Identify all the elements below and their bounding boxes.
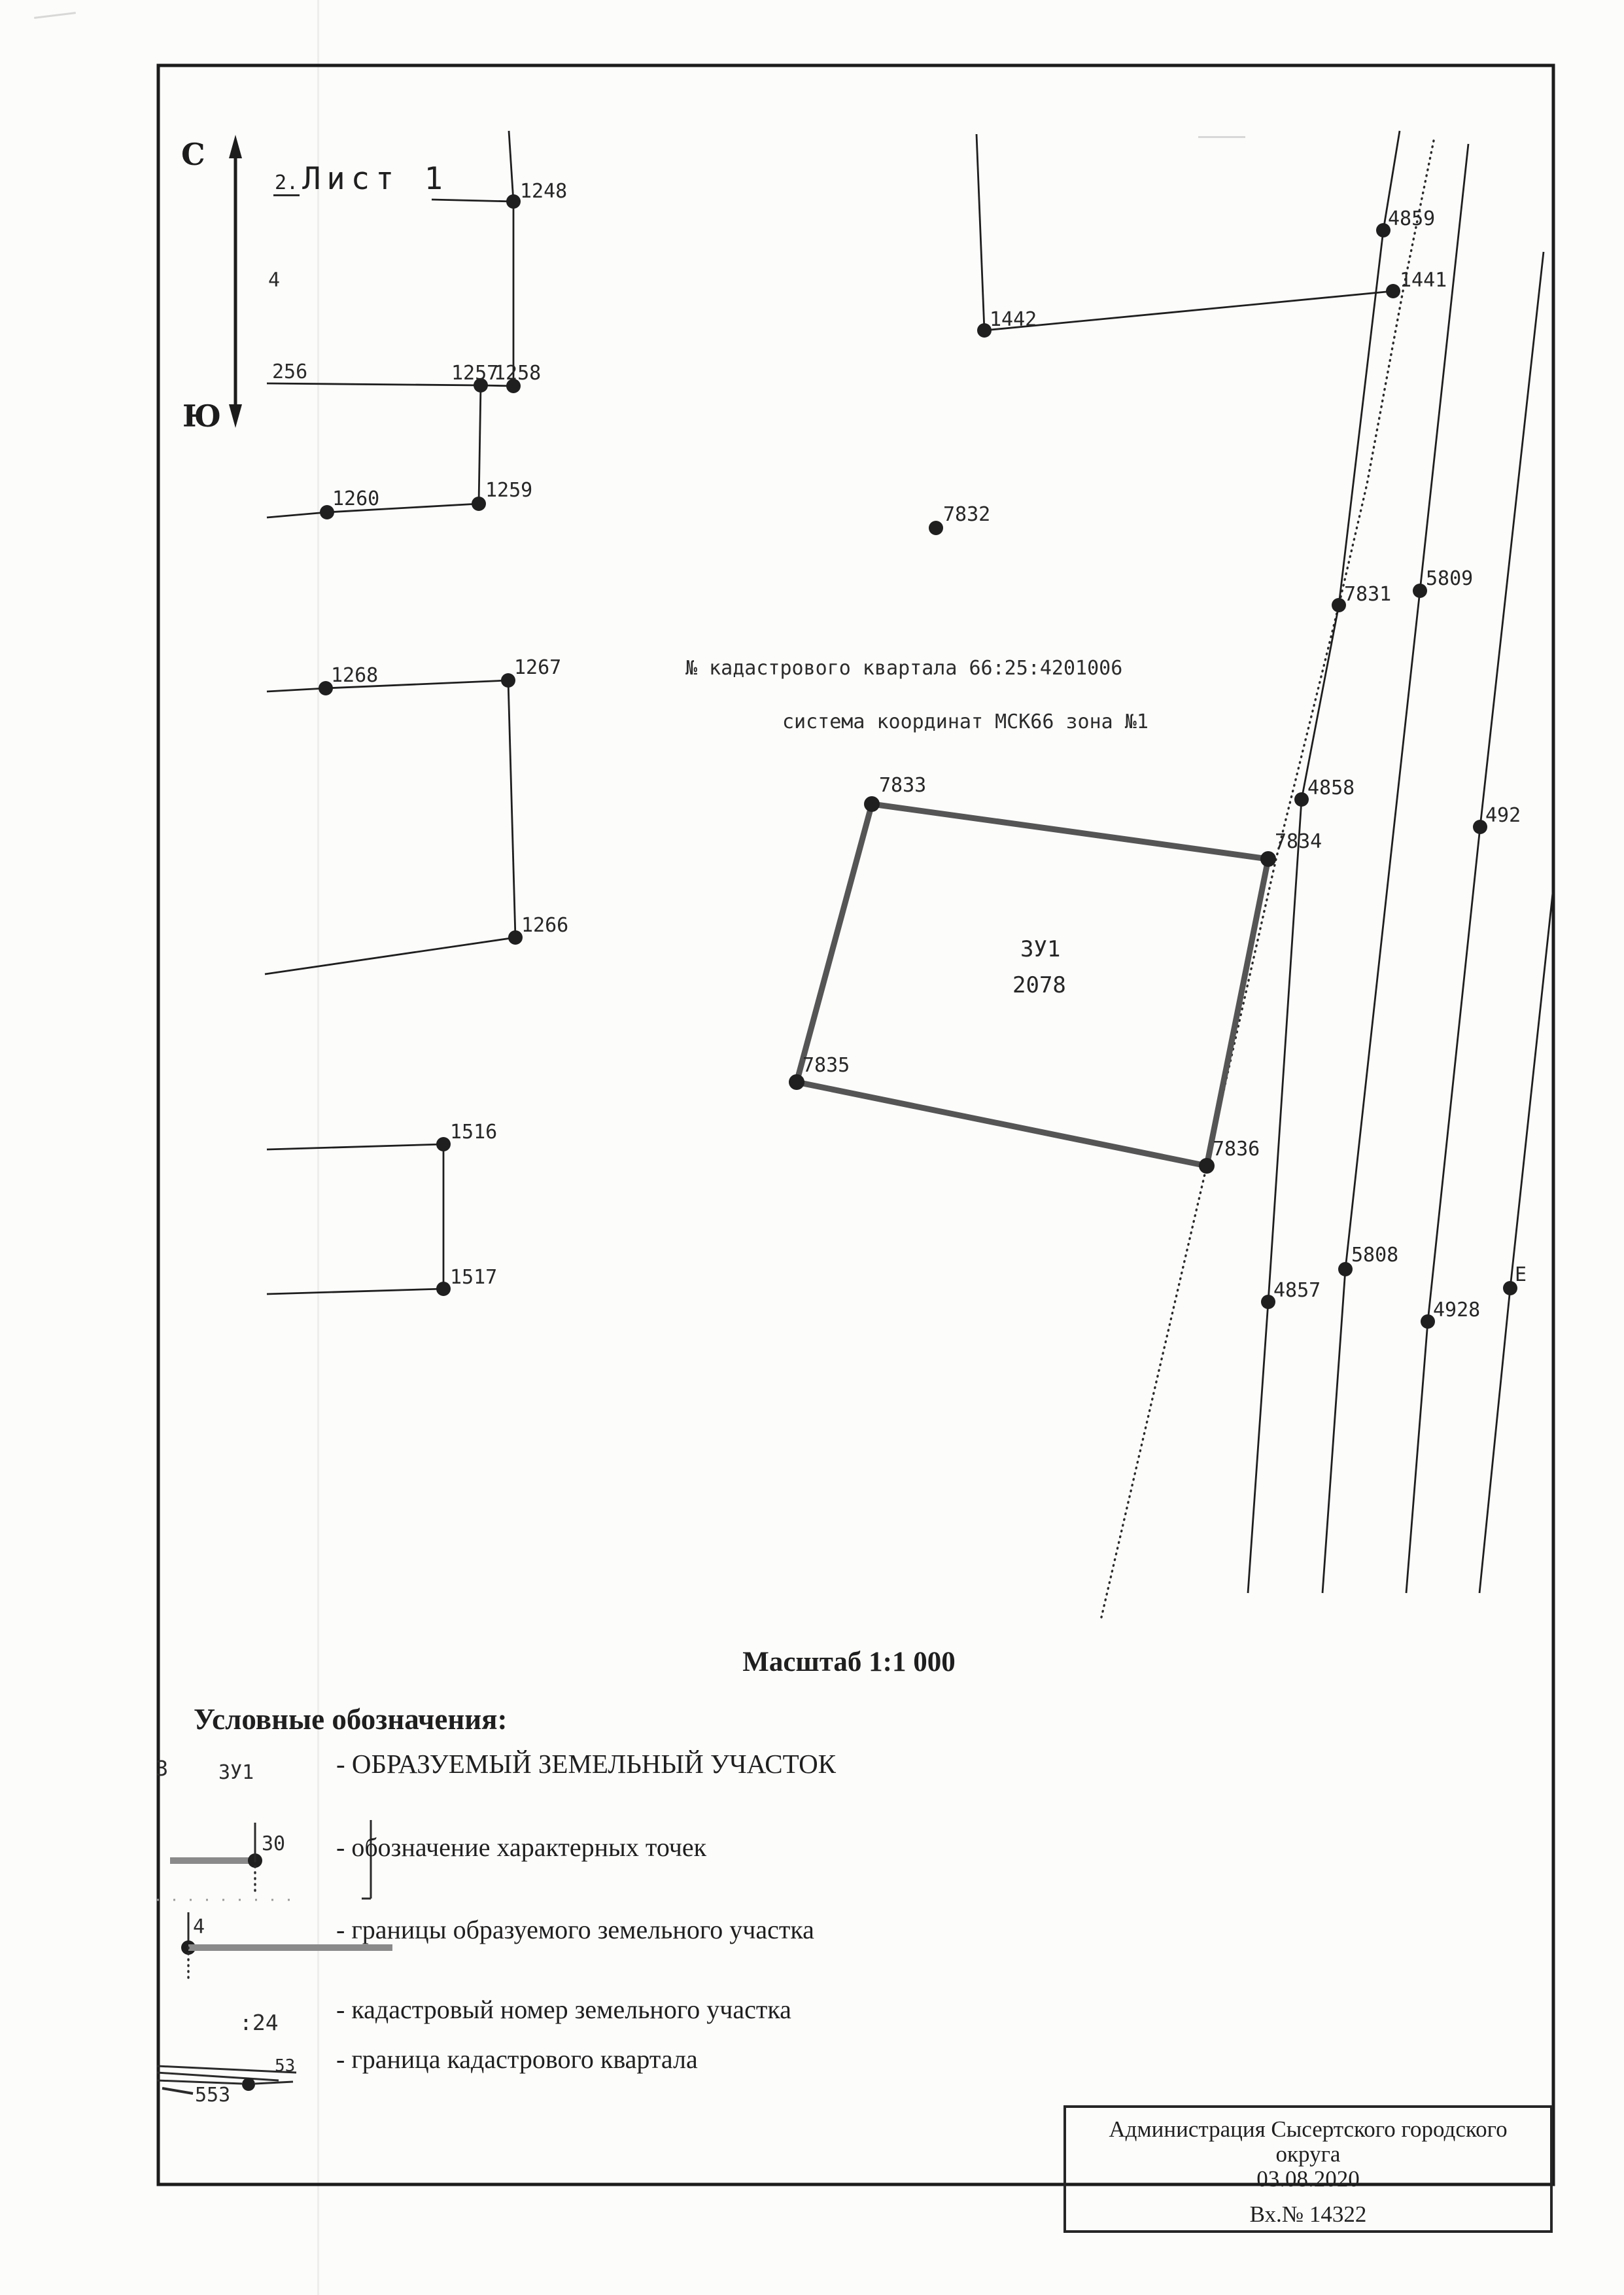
survey-point-label-5808: 5808 <box>1351 1244 1399 1267</box>
stamp-incoming-number: Вх.№ 14322 <box>1249 2201 1367 2227</box>
map-line-boundary-1517-west <box>267 1289 443 1294</box>
survey-point-label-1268: 1268 <box>331 664 379 687</box>
survey-point-1248 <box>506 194 521 209</box>
legend-item-parcel: - ОБРАЗУЕМЫЙ ЗЕМЕЛЬНЫЙ УЧАСТОК <box>336 1749 837 1779</box>
survey-point-label-4857: 4857 <box>1273 1279 1321 1302</box>
survey-point-label-4859: 4859 <box>1388 207 1436 230</box>
map-line-boundary-1260-west <box>267 512 327 517</box>
survey-point-1516 <box>436 1137 451 1151</box>
survey-point-label-1517: 1517 <box>450 1266 498 1289</box>
map-line-boundary-1267-1266 <box>508 680 515 937</box>
legend-quarter-line <box>255 2082 293 2084</box>
parcel-zu1 <box>789 774 1322 1174</box>
sheet-title: Лист 1 <box>302 161 449 197</box>
free-label-4: 4 <box>268 269 281 292</box>
map-line-boundary-256 <box>267 383 481 385</box>
survey-point-1266 <box>508 930 523 945</box>
map-line-boundary-1248-north <box>509 131 513 201</box>
stamp-date: 03.08.2020 <box>1256 2166 1360 2192</box>
north-label: С <box>181 137 205 172</box>
map-line-boundary-1516-west <box>267 1144 443 1149</box>
survey-point-4858 <box>1294 792 1309 807</box>
south-label: Ю <box>182 398 222 434</box>
legend-parcel-symbol-prefix: 3 <box>156 1756 169 1781</box>
map-line-boundary-1442-1441 <box>984 291 1393 330</box>
scale-text: Масштаб 1:1 000 <box>742 1647 956 1677</box>
legend-item-quarter-boundary: - граница кадастрового квартала <box>336 2044 698 2074</box>
survey-point-label-1266: 1266 <box>521 914 569 937</box>
legend-sample-number: 53 <box>275 2056 296 2076</box>
legend-cadastral-number-sample: :24 <box>239 2010 279 2035</box>
survey-point-label-1442: 1442 <box>990 308 1037 331</box>
parcel-vertex-label-7834: 7834 <box>1275 830 1322 853</box>
survey-point-1267 <box>501 673 515 688</box>
free-labels <box>268 269 307 383</box>
legend-item-boundaries: - границы образуемого земельного участка <box>336 1915 814 1944</box>
survey-point-label-492: 492 <box>1485 804 1521 827</box>
parcel-vertex-label-7833: 7833 <box>879 774 927 797</box>
survey-point-label-4858: 4858 <box>1307 777 1355 799</box>
parcel-area-number: 2078 <box>1012 972 1066 998</box>
parcel-vertex-7834 <box>1260 851 1276 867</box>
survey-point-label-1516: 1516 <box>450 1121 498 1144</box>
survey-point-label-1441: 1441 <box>1400 269 1447 292</box>
survey-point-label-5809: 5809 <box>1426 567 1474 590</box>
parcel-vertex-label-7835: 7835 <box>803 1054 850 1077</box>
legend-parcel-symbol-label: ЗУ1 <box>218 1761 254 1784</box>
survey-point-label-1267: 1267 <box>514 656 562 679</box>
legend-item-cadastral-number: - кадастровый номер земельного участка <box>336 1995 791 2024</box>
stamp-org-line2: округа <box>1275 2141 1341 2167</box>
survey-point-label-1257: 1257 <box>451 362 499 385</box>
legend-point-number: 30 <box>262 1832 286 1855</box>
survey-points <box>319 180 1527 1329</box>
survey-point-7832 <box>929 521 943 535</box>
survey-point-1517 <box>436 1282 451 1296</box>
survey-point-1441 <box>1386 284 1400 298</box>
sheet-number-prefix: 2. <box>273 171 300 196</box>
survey-point-label-Е: Е <box>1515 1263 1527 1286</box>
survey-point-label-1259: 1259 <box>485 479 533 502</box>
sheet-header <box>273 161 449 197</box>
survey-point-label-7832: 7832 <box>943 503 991 526</box>
legend-point-number: 4 <box>193 1916 205 1938</box>
cadastral-quarter-note: № кадастрового квартала 66:25:4201006 <box>685 657 1123 680</box>
legend-dash <box>162 2088 193 2094</box>
free-label-256: 256 <box>272 360 308 383</box>
survey-point-5809 <box>1413 584 1427 598</box>
north-arrow <box>181 135 242 434</box>
parcel-vertex-7833 <box>864 796 880 812</box>
survey-point-1259 <box>472 497 486 511</box>
map-line-quarter-boundary <box>1101 141 1434 1617</box>
map-line-boundary-1266-sw <box>265 937 515 974</box>
map-line-line-5809-5808 <box>1322 144 1468 1593</box>
map-line-boundary-1442-north <box>976 134 984 330</box>
parcel-designation: ЗУ1 <box>1020 936 1061 962</box>
north-arrowhead-icon <box>229 135 242 158</box>
legend-title: Условные обозначения: <box>194 1703 508 1736</box>
legend-point-dot <box>242 2078 255 2091</box>
map-line-boundary-1257-1259 <box>479 385 481 504</box>
registration-stamp <box>1063 2105 1553 2233</box>
map-line-line-east-edge <box>1479 893 1553 1593</box>
legend-point-symbol <box>157 1813 392 1912</box>
map-line-boundary-1248-west <box>432 200 513 201</box>
legend-sample-number: 553 <box>195 2084 231 2107</box>
map-line-line-492-4928 <box>1406 252 1544 1593</box>
map-line-boundary-1268-west <box>267 688 326 692</box>
boundary-lines <box>265 131 1553 1617</box>
parcel-vertex-label-7836: 7836 <box>1213 1138 1260 1161</box>
legend-quarter-boundary-symbol <box>156 2046 339 2109</box>
survey-point-label-4928: 4928 <box>1433 1299 1481 1322</box>
survey-point-label-1260: 1260 <box>332 487 380 510</box>
legend-quarter-line <box>157 2073 279 2080</box>
survey-point-label-7831: 7831 <box>1344 583 1392 606</box>
coordinate-system-note: система координат МСК66 зона №1 <box>782 710 1149 733</box>
survey-point-label-1258: 1258 <box>494 362 542 385</box>
south-arrowhead-icon <box>229 404 242 428</box>
survey-point-5808 <box>1338 1262 1353 1276</box>
stamp-org-line1: Администрация Сысертского городского <box>1109 2116 1508 2142</box>
legend-item-points: - обозначение характерных точек <box>336 1832 707 1862</box>
survey-point-label-1248: 1248 <box>520 180 568 203</box>
